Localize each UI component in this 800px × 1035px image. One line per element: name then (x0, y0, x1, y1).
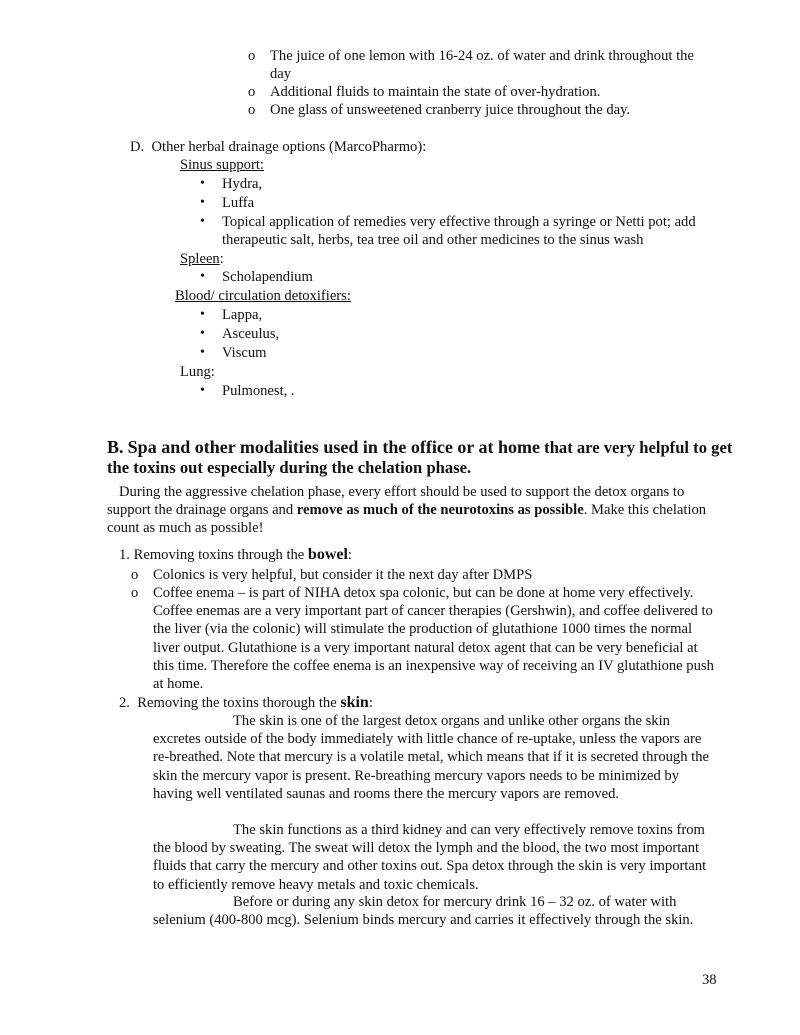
sinus-heading: Sinus support: (180, 157, 264, 173)
list-item: o Colonics is very helpful, but consider it the next day after DMPS (131, 567, 533, 583)
skin-paragraph: Before or during any skin detox for mercury drink 16 – 32 oz. of water with selenium (400-800 mcg). Selenium binds mercury and carries it effectively through the skin. (153, 894, 694, 929)
list-item (248, 101, 718, 119)
list-item: o Coffee enema – is part of NIHA detox spa colonic, but can be done at home very effectively. Coffee enemas are a very important part of cancer therapies (Gershwin), and coffee delivered to the liver (via the colonic) will stimulate the production of glutathione 1000 times the normal liver output. Glutathione is a very important natural detox agent that can be very beneficial at this time. Therefore the coffee enema is an inexpensive way of receiving an IV glutathione push at home. (131, 585, 714, 693)
intro-paragraph: During the aggressive chelation phase, every effort should be used to support the detox organs to support the drainage organs and remove as much of the neurotoxins as possible. Make this chelation count as much as possible! (107, 484, 707, 537)
list-item-text: The juice of one lemon with 16-24 oz. of water and drink throughout the day (270, 48, 694, 83)
list-item: • Topical application of remedies very effective through a syringe or Netti pot; add therapeutic salt, herbs, tea tree oil and other medicines to the sinus wash (200, 214, 696, 249)
circle-bullet-icon: o (248, 102, 256, 118)
dot-bullet-icon: • (200, 307, 205, 322)
section-d-title: D. Other herbal drainage options (MarcoPharmo): (130, 139, 427, 155)
list-item (248, 83, 718, 101)
dot-bullet-icon: • (200, 345, 205, 360)
dot-bullet-icon: • (200, 383, 205, 398)
list-item (248, 47, 718, 83)
dot-bullet-icon: • (200, 195, 205, 210)
circle-bullet-icon: o (248, 48, 256, 64)
dot-bullet-icon: • (200, 269, 205, 284)
dot-bullet-icon: • (200, 176, 205, 191)
lung-heading: Lung: (180, 364, 215, 380)
list-item: • Lappa, (200, 307, 263, 323)
list-item: • Hydra, (200, 176, 263, 192)
list-item: • Scholapendium (200, 269, 313, 285)
dot-bullet-icon: • (200, 214, 205, 229)
list-item-text: Additional fluids to maintain the state of over-hydration. (270, 84, 601, 100)
dot-bullet-icon: • (200, 326, 205, 341)
list-item: • Viscum (200, 345, 267, 361)
item-1-heading: 1. Removing toxins through the bowel: (119, 546, 352, 563)
skin-paragraph: The skin functions as a third kidney and can very effectively remove toxins from the blood by sweating. The sweat will detox the lymph and the blood, the two most important fluids that carry the mercury and other toxins out. Spa detox through the skin is very important to efficiently remove heavy metals and toxic chemicals. (153, 822, 707, 893)
section-b-heading: B. Spa and other modalities used in the office or at home that are very helpful to get the toxins out especially during the chelation phase. (107, 437, 733, 477)
circle-bullet-icon: o (248, 84, 256, 100)
list-item: • Luffa (200, 195, 255, 211)
list-item: • Pulmonest, . (200, 383, 295, 399)
spleen-heading: Spleen: (180, 251, 224, 267)
skin-paragraph: The skin is one of the largest detox organs and unlike other organs the skin excretes outside of the body immediately with little chance of re-uptake, unless the vapors are re-breathed. Note that mercury is a volatile metal, which means that if it is secreted through the skin the mercury vapor is present. Re-breathing mercury vapors needs to be minimized by having well ventilated saunas and rooms there the mercury vapors are removed. (153, 713, 709, 802)
list-item-text: One glass of unsweetened cranberry juice throughout the day. (270, 102, 631, 118)
item-2-heading: 2. Removing the toxins thorough the skin: (119, 694, 373, 711)
circle-bullet-icon: o (131, 585, 139, 601)
list-item: • Asceulus, (200, 326, 280, 342)
circle-bullet-icon: o (131, 567, 139, 583)
page-number: 38 (702, 972, 717, 988)
blood-heading: Blood/ circulation detoxifiers: (175, 288, 351, 304)
